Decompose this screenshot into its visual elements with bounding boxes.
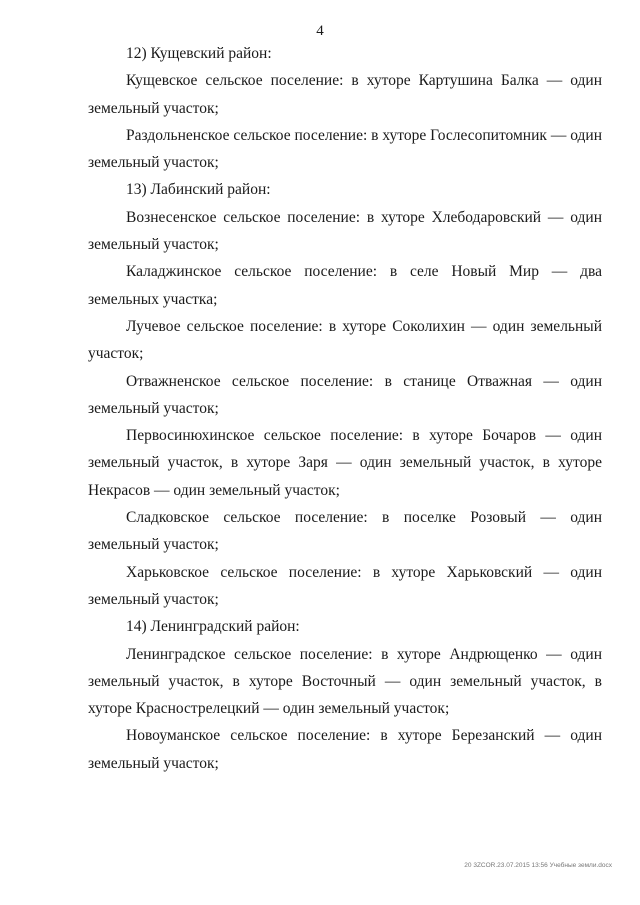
section-heading-kushchevsky: 12) Кущевский район: bbox=[126, 45, 272, 62]
paragraph-sladkovskoe: Сладковское сельское поселение: в поселке Розовый — один земельный участок; bbox=[88, 509, 602, 554]
section-heading-labinsky: 13) Лабинский район: bbox=[126, 181, 271, 199]
paragraph-razdolnenskoe: Раздольненское сельское поселение: в хуторе Гослесопитомник — один земельный участок; bbox=[88, 126, 602, 172]
footer-file-stamp: 20 3ZCOR.23.07.2015 13:56 Учебные земли.docx bbox=[464, 862, 612, 869]
document-body bbox=[88, 40, 602, 777]
paragraph-novoumanskoe: Новоуманское сельское поселение: в хуторе Березанский — один земельный участок; bbox=[88, 727, 602, 772]
paragraph-kharkovskoe: Харьковское сельское поселение: в хуторе Харьковский — один земельный участок; bbox=[88, 563, 602, 608]
paragraph-kaladzhinskoe: Каладжинское сельское поселение: в селе Новый Мир — два земельных участка; bbox=[88, 263, 602, 308]
paragraph-luchevoe: Лучевое сельское поселение: в хуторе Соколихин — один земельный участок; bbox=[88, 317, 602, 363]
paragraph-voznesenskoe: Вознесенское сельское поселение: в хуторе Хлебодаровский — один земельный участок; bbox=[88, 208, 602, 254]
paragraph-pervosinyukhinskoe: Первосинюхинское сельское поселение: в хуторе Бочаров — один земельный участок, в хуторе Заря — один земельный участок, в хуторе Некрасов — один земельный участок; bbox=[88, 427, 602, 499]
paragraph-kushchevskoe: Кущевское сельское поселение: в хуторе Картушина Балка — один земельный участок; bbox=[88, 72, 602, 117]
paragraph-leningradskoe: Ленинградское сельское поселение: в хуторе Андрющенко — один земельный участок, в хуторе Восточный — один земельный участок, в хуторе Краснострелецкий — один земельный участок; bbox=[88, 645, 602, 718]
section-heading-leningradsky: 14) Ленинградский район: bbox=[126, 618, 300, 636]
paragraph-otvazhnenskoe: Отважненское сельское поселение: в станице Отважная — один земельный участок; bbox=[88, 372, 602, 417]
page-number: 4 bbox=[316, 23, 324, 39]
